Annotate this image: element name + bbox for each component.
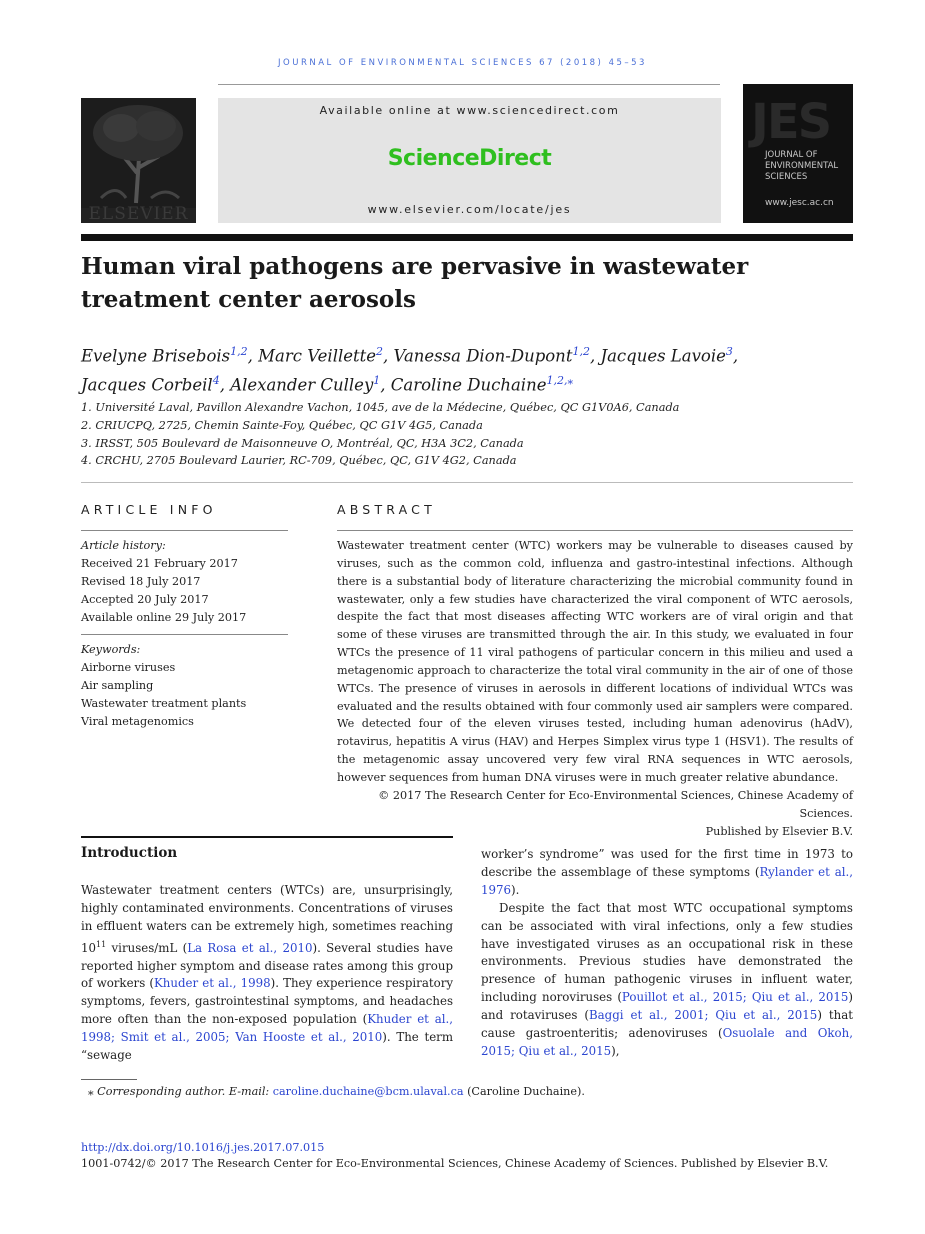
- journal-citation: JOURNAL OF ENVIRONMENTAL SCIENCES 67 (2018) 45–53: [278, 58, 647, 68]
- history-accepted: Accepted 20 July 2017: [81, 593, 209, 606]
- body-text: ) and rotaviruses (: [481, 990, 853, 1023]
- footnote-star: ⁎: [88, 1085, 94, 1098]
- author-affiliation-ref[interactable]: 4: [212, 373, 220, 387]
- keyword-item: Viral metagenomics: [81, 715, 194, 728]
- footnote-email-label: . E-mail:: [221, 1085, 273, 1098]
- citation-link[interactable]: Osuolale and Okoh, 2015; Qiu et al., 2015: [481, 1026, 853, 1058]
- body-text: ),: [611, 1043, 620, 1058]
- affiliation-list: [81, 399, 861, 470]
- body-text: viruses/mL (: [106, 940, 188, 955]
- article-title: Human viral pathogens are pervasive in wastewater treatment center aerosols: [81, 253, 749, 313]
- author-name: Caroline Duchaine: [390, 375, 547, 394]
- section-separator: [81, 482, 853, 483]
- citation-link[interactable]: Rylander et al., 1976: [481, 864, 854, 897]
- abstract-copyright: © 2017 The Research Center for Eco-Environmental Sciences, Chinese Academy of Sciences.: [378, 788, 853, 820]
- introduction-right-column: [481, 846, 853, 1061]
- affiliation-item: 1. Université Laval, Pavillon Alexandre Vachon, 1045, ave de la Médecine, Québec, QC G1V0A6, Canada: [81, 401, 680, 414]
- author-affiliation-ref[interactable]: 1,2: [572, 345, 590, 358]
- article-history: [81, 537, 291, 627]
- author-name: Marc Veillette: [258, 346, 377, 366]
- keyword-item: Airborne viruses: [81, 661, 176, 674]
- jes-logo: [743, 84, 853, 223]
- keywords-rule: [81, 634, 288, 635]
- citation-link[interactable]: Khuder et al., 1998: [153, 976, 271, 991]
- abstract-rule: [337, 530, 853, 531]
- affiliation-item: 3. IRSST, 505 Boulevard de Maisonneuve O, Montréal, QC, H3A 3C2, Canada: [81, 436, 524, 450]
- footnote-label: Corresponding author: [97, 1085, 222, 1098]
- citation-link[interactable]: Khuder et al., 1998; Smit et al., 2005; Van Hooste et al., 2010: [81, 1012, 453, 1045]
- citation-link[interactable]: La Rosa et al., 2010: [187, 940, 313, 955]
- keyword-item: Air sampling: [81, 679, 154, 692]
- corresponding-author-footnote: [88, 1084, 848, 1100]
- citation-link[interactable]: Pouillot et al., 2015; Qiu et al., 2015: [621, 990, 849, 1005]
- citation-link[interactable]: Baggi et al., 2001; Qiu et al., 2015: [588, 1008, 818, 1023]
- elsevier-wordmark: ELSEVIER: [88, 204, 189, 223]
- abstract-text: Wastewater treatment center (WTC) workers may be vulnerable to diseases caused by viruses, such as the common cold, influenza and gastro-intestinal infections. Although there is a substantial body of literature characterizing the microbial community found in wastewater, only a few studies have characterized the viral component of WTC aerosols, despite the fact that most diseases affecting WTC workers are of viral origin and that some of these viruses are transmitted through the air. In this study, we evaluated in four WTCs the presence of 11 viral pathogens of particular concern in this milieu and used a metagenomic approach to characterize the total viral community in the air of one of those WTCs. The presence of viruses in aerosols in different locations of individual WTCs was evaluated and the results obtained with four commonly used air samplers were compared. We detected four of the eleven viruses tested, including human adenovirus (hAdV), rotavirus, hepatitis A virus (HAV) and Herpes Simplex virus type 1 (HSV1). The results of the metagenomic assay uncovered very few viral RNA sequences in WTC aerosols, however sequences from human DNA viruses were in much greater relative abundance.: [337, 539, 853, 784]
- affiliation-item: 4. CRCHU, 2705 Boulevard Laurier, RC-709, Québec, QC, G1V 4G2, Canada: [81, 454, 517, 468]
- article-info-rule: [81, 530, 288, 531]
- author-name: Evelyne Brisebois: [81, 346, 231, 366]
- jes-logo-name: JOURNAL OF ENVIRONMENTAL SCIENCES: [765, 150, 839, 182]
- issn-copyright-line: 1001-0742/© 2017 The Research Center for Eco-Environmental Sciences, Chinese Academy of Sciences. Published by Elsevier B.V.: [81, 1157, 829, 1170]
- author-separator: ,: [589, 346, 601, 366]
- author-name: Alexander Culley: [230, 375, 374, 394]
- body-text: ) that cause gastroenteritis; adenoviruses (: [481, 1008, 853, 1041]
- body-text: worker’s syndrome” was used for the first time in 1973 to describe the assemblage of these symptoms (: [481, 847, 853, 879]
- abstract-body: [337, 537, 853, 840]
- sciencedirect-banner: [218, 98, 721, 223]
- footnote-rule: [81, 1079, 137, 1080]
- body-text: Despite the fact that most WTC occupational symptoms can be associated with viral infections, only a few studies have investigated viruses as an occupational risk in these environments. Previous studies have demonstrated the presence of human pathogenic viruses in influent water, including noroviruses (: [481, 900, 853, 1005]
- history-online: Available online 29 July 2017: [81, 611, 247, 624]
- author-separator: ,: [732, 346, 739, 366]
- elsevier-logo: [81, 98, 196, 223]
- abstract-heading: ABSTRACT: [337, 502, 436, 517]
- author-name: Jacques Lavoie: [600, 346, 726, 366]
- history-received: Received 21 February 2017: [81, 557, 238, 570]
- jes-logo-site: www.jesc.ac.cn: [765, 198, 834, 208]
- introduction-heading: Introduction: [81, 845, 178, 861]
- keywords-label: Keywords:: [81, 643, 141, 656]
- author-list: [81, 340, 861, 397]
- exponent: 11: [96, 939, 107, 949]
- author-affiliation-ref[interactable]: 3: [725, 345, 733, 358]
- author-affiliation-ref[interactable]: 1: [373, 373, 381, 387]
- footnote-name: (Caroline Duchaine).: [463, 1085, 585, 1098]
- body-text: Wastewater treatment centers (WTCs) are, unsurprisingly, highly contaminated environments. Concentrations of viruses in effluent waters can be extremely high, sometimes reaching 10: [81, 883, 453, 955]
- introduction-paragraph: [481, 900, 853, 1061]
- jes-logo-mark: JES: [751, 94, 831, 150]
- body-text: ).: [511, 882, 520, 897]
- article-info-heading: ARTICLE INFO: [81, 502, 217, 517]
- author-affiliation-ref[interactable]: 1,2,⁎: [546, 373, 573, 387]
- abstract-publisher: Published by Elsevier B.V.: [705, 824, 853, 838]
- introduction-rule: [81, 836, 453, 838]
- history-revised: Revised 18 July 2017: [81, 575, 201, 588]
- body-text: ). Several studies have reported higher symptom and disease rates among this group of workers (: [81, 940, 453, 991]
- article-history-label: Article history:: [81, 539, 166, 552]
- header-rule: [218, 84, 720, 85]
- available-online-text: Available online at www.sciencedirect.com: [319, 104, 620, 117]
- author-separator: ,: [247, 346, 259, 366]
- author-affiliation-ref[interactable]: 1,2: [230, 345, 248, 358]
- journal-url[interactable]: www.elsevier.com/locate/jes: [367, 203, 572, 216]
- introduction-paragraph: [481, 846, 853, 900]
- corresponding-email-link[interactable]: caroline.duchaine@bcm.ulaval.ca: [272, 1085, 464, 1098]
- keywords: [81, 641, 291, 731]
- author-name: Jacques Corbeil: [81, 375, 213, 394]
- author-separator: ,: [219, 375, 231, 394]
- title-top-rule: [81, 234, 853, 241]
- body-text: ). They experience respiratory symptoms, fevers, gastrointestinal symptoms, and headaches more often than the non-exposed population (: [81, 976, 453, 1027]
- sciencedirect-brand[interactable]: ScienceDirect: [387, 146, 552, 171]
- introduction-left-column: [81, 882, 453, 1065]
- doi-link[interactable]: http://dx.doi.org/10.1016/j.jes.2017.07.015: [81, 1141, 325, 1154]
- keyword-item: Wastewater treatment plants: [81, 697, 247, 710]
- author-separator: ,: [383, 346, 394, 366]
- elsevier-tree-icon: [81, 98, 196, 208]
- body-text: ). The term “sewage: [81, 1030, 453, 1063]
- affiliation-item: 2. CRIUCPQ, 2725, Chemin Sainte-Foy, Québec, QC G1V 4G5, Canada: [81, 418, 483, 432]
- author-separator: ,: [380, 375, 391, 394]
- author-name: Vanessa Dion-Dupont: [393, 346, 573, 366]
- author-affiliation-ref[interactable]: 2: [376, 345, 384, 358]
